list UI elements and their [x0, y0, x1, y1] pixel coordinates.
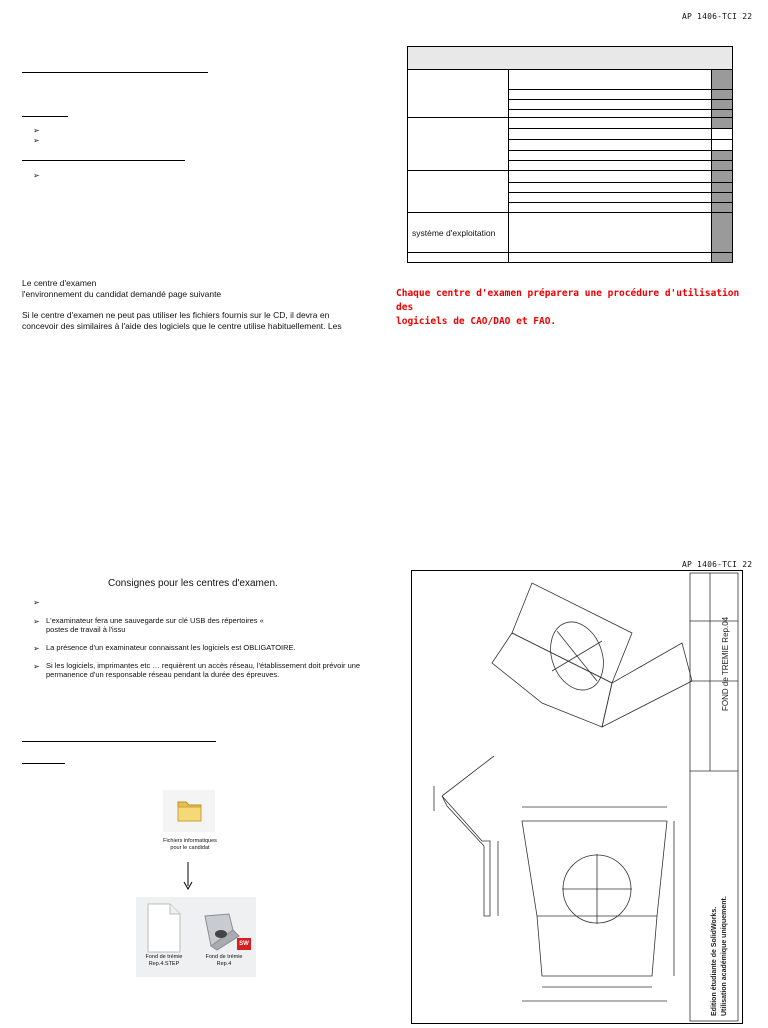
- side-view-profile: [442, 796, 490, 916]
- table-cell: [712, 203, 733, 213]
- page-reference-2: AP 1406-TCI 22: [682, 560, 753, 569]
- table-cell: [712, 100, 733, 110]
- files-subheading-underline: [22, 763, 65, 764]
- step-file-label-line2: Rep.4.STEP: [148, 961, 180, 967]
- table-cell: [509, 203, 712, 213]
- table-cell: [408, 171, 509, 213]
- table-cell: [712, 213, 733, 253]
- table-cell: [509, 193, 712, 203]
- table-cell: [408, 118, 509, 171]
- exam-centre-text: [22, 278, 382, 299]
- folder-label-line1: Fichiers informatiques: [163, 838, 217, 844]
- document-icon: [144, 902, 184, 954]
- table-cell: [509, 140, 712, 151]
- table-cell: [712, 118, 733, 129]
- red-note-line-1: Chaque centre d'examen préparera une procédure d'utilisation des: [396, 288, 740, 313]
- step-file-tile[interactable]: [144, 902, 184, 954]
- red-note: [396, 287, 746, 329]
- subheading-underline-2: [22, 160, 185, 161]
- para-line-2: concevoir des similaires à l'aide des logiciels que le centre utilise habituellement. Les: [22, 320, 342, 331]
- table-cell: [509, 129, 712, 140]
- instruction-network: [46, 661, 360, 679]
- drawing-canvas: [412, 571, 742, 1023]
- folder-icon: [163, 790, 215, 832]
- centre-line-1: Le centre d'examen: [22, 278, 97, 288]
- side-dim-line: [442, 756, 494, 796]
- bullet-7: ➢: [33, 662, 40, 671]
- table-cell: [408, 70, 509, 118]
- instruction-usb: [46, 616, 264, 634]
- centre-line-2: l'environnement du candidat demandé page suivante: [22, 288, 222, 299]
- folder-label: [150, 838, 230, 852]
- bullet-2: ➢: [33, 136, 40, 145]
- solidworks-file-label: [194, 954, 254, 968]
- bullet-3: ➢: [33, 171, 40, 180]
- bullet-5: ➢: [33, 617, 40, 626]
- table-cell: [712, 70, 733, 90]
- table-cell: [509, 213, 712, 253]
- os-label: système d'exploitation: [408, 213, 509, 253]
- table-cell: [712, 193, 733, 203]
- para-line-1: Si le centre d'examen ne peut pas utiliser les fichiers fournis sur le CD, il devra en: [22, 310, 330, 320]
- requirements-table: [407, 46, 733, 263]
- table-cell: [509, 118, 712, 129]
- instruction-examiner: La présence d'un examinateur connaissant les logiciels est OBLIGATOIRE.: [46, 643, 296, 652]
- solidworks-file-label-line2: Rep.4: [216, 961, 232, 967]
- table-cell: [509, 90, 712, 100]
- table-cell: [509, 253, 712, 263]
- instruction-network-line1: Si les logiciels, imprimantes etc … requièrent un accès réseau, l'établissement doit prévoir une: [46, 661, 361, 670]
- folder-label-line2: pour le candidat: [170, 845, 210, 851]
- iso-centerline: [552, 641, 602, 671]
- front-view-outline: [522, 821, 667, 976]
- step-file-label: [134, 954, 194, 968]
- table-cell: [712, 183, 733, 193]
- iso-face-front: [492, 633, 612, 727]
- table-cell: [712, 161, 733, 171]
- table-cell: [712, 140, 733, 151]
- table-cell: [712, 129, 733, 140]
- drawing-title: FOND de TREMIE Rep.04: [721, 616, 730, 711]
- table-cell: [509, 151, 712, 161]
- table-cell: [712, 90, 733, 100]
- table-cell: [509, 100, 712, 110]
- solidworks-badge-icon: SW: [237, 938, 251, 950]
- subheading-underline: [22, 116, 68, 117]
- table-cell: [712, 110, 733, 118]
- bullet-6: ➢: [33, 644, 40, 653]
- files-heading-underline: [22, 741, 216, 742]
- table-cell: [509, 183, 712, 193]
- table-cell: [712, 151, 733, 161]
- table-cell: [408, 253, 509, 263]
- watermark-line2: Utilisation académique uniquement.: [721, 896, 728, 1016]
- instruction-network-line2: permanence d'un responsable réseau pendant la durée des épreuves.: [46, 670, 280, 679]
- arrow-down-icon: [180, 860, 196, 892]
- heading-underline: [22, 72, 208, 73]
- watermark-line1: Edition étudiante de SolidWorks.: [711, 906, 718, 1016]
- table-cell: [712, 253, 733, 263]
- table-cell: [509, 161, 712, 171]
- red-note-line-2: logiciels de CAO/DAO et FAO.: [396, 316, 557, 327]
- bullet-4: ➢: [33, 598, 40, 607]
- step-file-label-line1: Fond de trémie: [145, 954, 183, 960]
- folder-tile[interactable]: [163, 790, 215, 832]
- solidworks-file-label-line1: Fond de trémie: [205, 954, 243, 960]
- iso-face-side: [602, 643, 692, 727]
- table-cell: [509, 110, 712, 118]
- technical-drawing: [411, 570, 743, 1024]
- page-reference: AP 1406-TCI 22: [682, 12, 753, 21]
- cd-paragraph: [22, 310, 382, 331]
- instruction-usb-line2: postes de travail à l'issu: [46, 625, 126, 634]
- instruction-usb-line1: L'examinateur fera une sauvegarde sur clé USB des répertoires «: [46, 616, 264, 625]
- instructions-title: Consignes pour les centres d'examen.: [108, 578, 278, 589]
- table-cell: [509, 171, 712, 183]
- bullet-1: ➢: [33, 126, 40, 135]
- table-cell: [509, 70, 712, 90]
- table-cell: [712, 171, 733, 183]
- iso-face-top: [512, 583, 632, 683]
- table-header: [408, 47, 733, 70]
